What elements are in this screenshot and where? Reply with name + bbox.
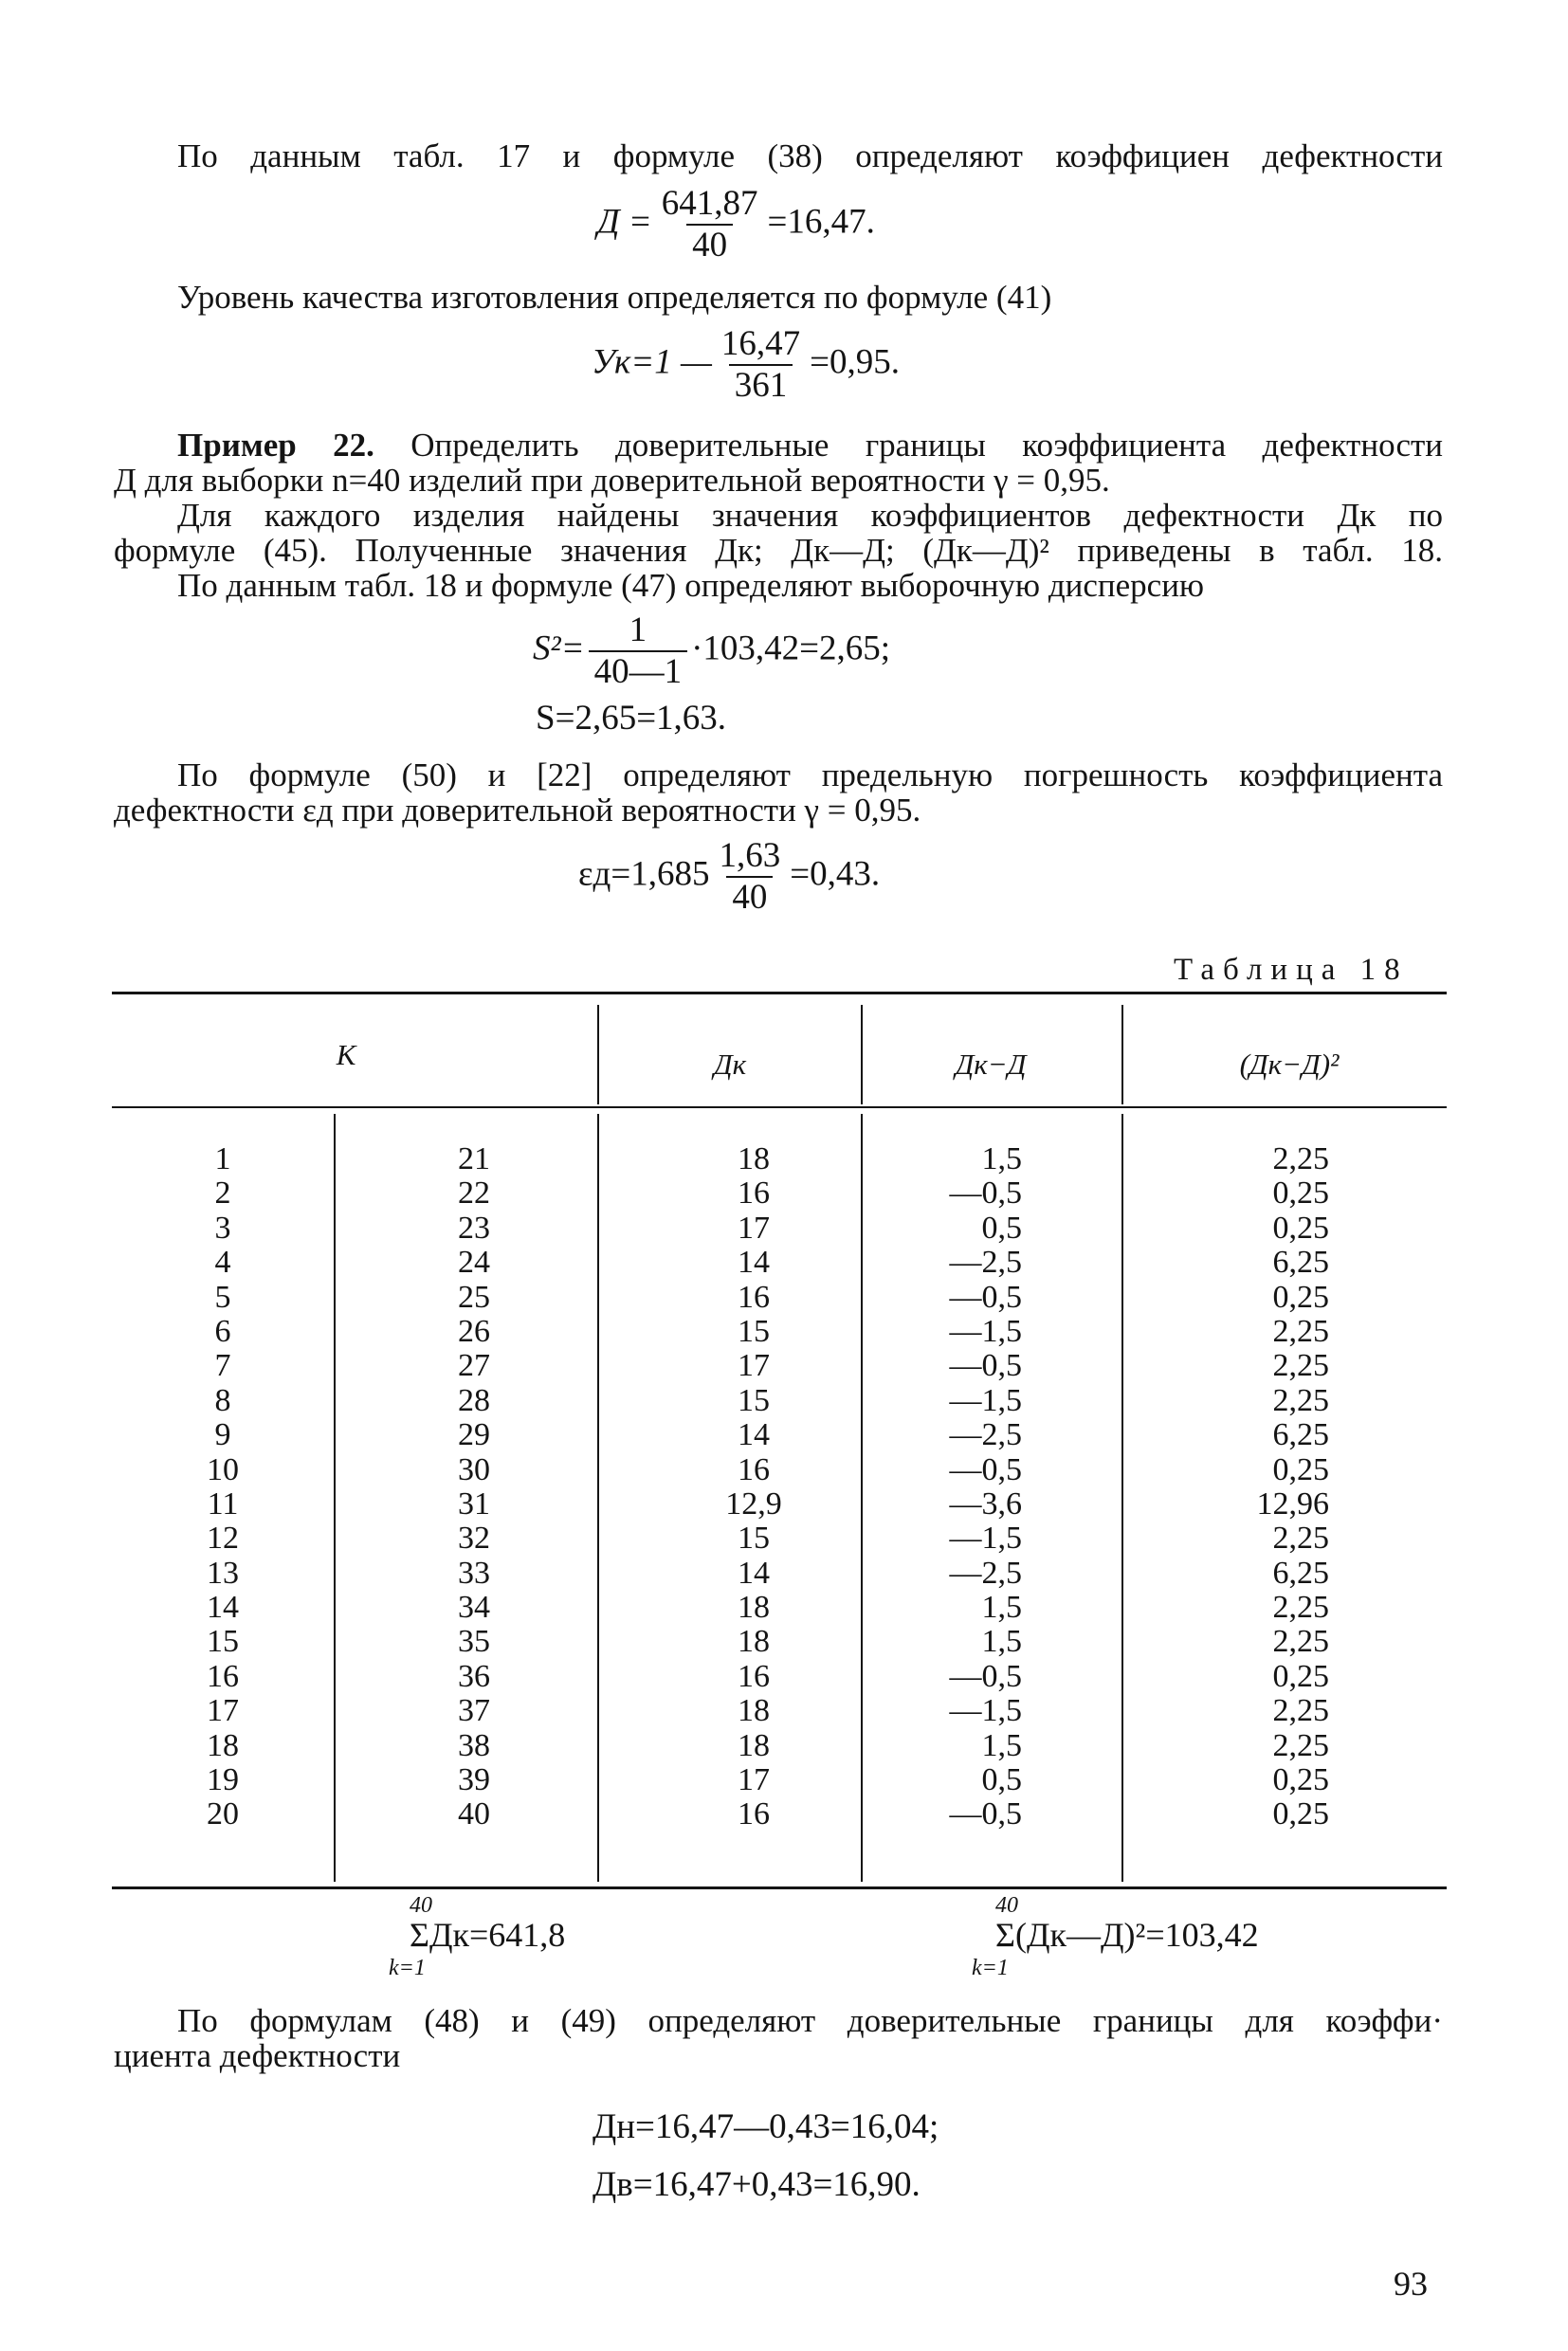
formula-sample-variance: [533, 612, 890, 690]
body-divider-2: [861, 1114, 863, 1882]
sum-squared-deviation: Σ(Дк—Д)²=103,42: [995, 1916, 1259, 1954]
body-divider-k: [334, 1114, 336, 1882]
table-cell-k2: 39: [458, 1762, 490, 1798]
table-cell-dk: 17: [738, 1348, 770, 1384]
formula-2-numerator: 16,47: [720, 324, 801, 363]
table-cell-dk: 14: [738, 1245, 770, 1281]
body-divider-1: [597, 1114, 599, 1882]
table-bottom-rule: [112, 1886, 1447, 1889]
formula-3-rhs: ·103,42=2,65;: [691, 629, 891, 668]
table-cell-k2: 22: [458, 1176, 490, 1212]
table-cell-k1: 10: [207, 1451, 239, 1487]
table-cell-dk: 16: [738, 1796, 770, 1832]
table-cell-dk: 16: [738, 1176, 770, 1212]
sum-1-lower-limit: k=1: [389, 1956, 426, 1980]
table-cell-dk-minus-d: —0,5: [949, 1796, 1022, 1832]
table-cell-dk-minus-d: —3,6: [949, 1485, 1022, 1522]
table-cell-dk: 17: [738, 1762, 770, 1798]
table-cell-dk: 17: [738, 1210, 770, 1246]
page-number: 93: [1394, 2265, 1428, 2303]
table-cell-k1: 13: [207, 1555, 239, 1591]
table-cell-k1: 8: [214, 1382, 231, 1418]
table-cell-dk-minus-d: 0,5: [981, 1210, 1022, 1246]
formula-lower-bound: Дн=16,47—0,43=16,04;: [593, 2107, 939, 2146]
table-cell-k2: 35: [458, 1624, 490, 1660]
formula-defect-coefficient: [597, 186, 875, 264]
table-cell-k1: 9: [214, 1417, 231, 1453]
table-cell-dk-minus-d: —0,5: [949, 1279, 1022, 1315]
table-cell-dk-minus-d: 0,5: [981, 1762, 1022, 1798]
paragraph-4-line-1: Для каждого изделия найдены значения коэффициентов дефектности Дк по: [177, 497, 1443, 534]
header-k: К: [336, 1038, 356, 1071]
table-cell-k1: 2: [214, 1176, 231, 1212]
table-cell-k1: 17: [207, 1693, 239, 1729]
table-cell-dk: 16: [738, 1451, 770, 1487]
table-cell-k1: 14: [207, 1590, 239, 1626]
table-cell-dk: 15: [738, 1313, 770, 1349]
table-header-rule: [112, 1106, 1447, 1108]
paragraph-4-line-2: формуле (45). Полученные значения Дк; Дк—Д; (Дк—Д)² приведены в табл. 18.: [114, 532, 1443, 569]
table-cell-dk-minus-d: —0,5: [949, 1176, 1022, 1212]
formula-max-error: [578, 838, 880, 916]
table-cell-k2: 31: [458, 1485, 490, 1522]
formula-2-denominator: 361: [729, 364, 793, 404]
table-cell-k2: 37: [458, 1693, 490, 1729]
table-cell-k2: 23: [458, 1210, 490, 1246]
table-cell-squared-deviation: 2,25: [1272, 1727, 1329, 1763]
formula-3-denominator: 40—1: [589, 650, 688, 690]
table-cell-k2: 27: [458, 1348, 490, 1384]
sum-2-upper-limit: 40: [995, 1893, 1018, 1918]
paragraph-6-line-1: По формуле (50) и [22] определяют предельную погрешность коэффициента: [177, 756, 1443, 793]
header-squared-deviation: (Дк−Д)²: [1239, 1048, 1340, 1081]
paragraph-6-line-2: дефектности εд при доверительной вероятности γ = 0,95.: [114, 792, 921, 829]
table-cell-dk: 18: [738, 1727, 770, 1763]
table-cell-k2: 32: [458, 1521, 490, 1557]
table-cell-dk: 15: [738, 1382, 770, 1418]
column-dk: [692, 1142, 815, 1832]
table-cell-k2: 33: [458, 1555, 490, 1591]
table-cell-squared-deviation: 6,25: [1272, 1417, 1329, 1453]
table-cell-k2: 36: [458, 1658, 490, 1694]
paragraph-1: По данным табл. 17 и формуле (38) определяют коэффициен дефектности: [177, 137, 1443, 174]
table-caption: Таблица 18: [1174, 953, 1409, 987]
table-cell-k1: 15: [207, 1624, 239, 1660]
formula-3-numerator: 1: [629, 611, 647, 649]
table-cell-squared-deviation: 0,25: [1272, 1279, 1329, 1315]
table-cell-dk-minus-d: —0,5: [949, 1658, 1022, 1694]
table-cell-k2: 29: [458, 1417, 490, 1453]
table-cell-dk-minus-d: —0,5: [949, 1348, 1022, 1384]
table-cell-squared-deviation: 0,25: [1272, 1658, 1329, 1694]
paragraph-7-line-1: По формулам (48) и (49) определяют доверительные границы для коэффи·: [177, 2002, 1443, 2039]
table-cell-squared-deviation: 6,25: [1272, 1245, 1329, 1281]
sum-2-lower-limit: k=1: [972, 1956, 1009, 1980]
table-cell-dk-minus-d: —1,5: [949, 1693, 1022, 1729]
header-divider-2: [861, 1005, 863, 1104]
table-cell-dk: 18: [738, 1693, 770, 1729]
table-cell-k2: 30: [458, 1451, 490, 1487]
table-cell-squared-deviation: 6,25: [1272, 1555, 1329, 1591]
table-cell-k2: 40: [458, 1796, 490, 1832]
paragraph-2: Уровень качества изготовления определяется по формуле (41): [177, 279, 1052, 316]
column-dk-minus-d: [910, 1142, 1022, 1832]
formula-5-lhs: εд=1,685: [578, 854, 710, 894]
formula-std-deviation: S=2,65=1,63.: [536, 699, 727, 738]
table-cell-dk: 14: [738, 1555, 770, 1591]
table-cell-squared-deviation: 2,25: [1272, 1382, 1329, 1418]
table-cell-k2: 24: [458, 1245, 490, 1281]
header-dk-minus-d: Дк−Д: [955, 1048, 1027, 1081]
table-cell-dk-minus-d: —2,5: [949, 1555, 1022, 1591]
table-cell-dk: 15: [738, 1521, 770, 1557]
table-cell-dk: 18: [738, 1590, 770, 1626]
table-cell-dk-minus-d: —2,5: [949, 1417, 1022, 1453]
table-cell-k1: 7: [214, 1348, 231, 1384]
table-cell-squared-deviation: 0,25: [1272, 1176, 1329, 1212]
table-cell-k1: 12: [207, 1521, 239, 1557]
header-divider-3: [1121, 1005, 1123, 1104]
sum-1-upper-limit: 40: [410, 1893, 432, 1918]
example-22-line-2: Д для выборки n=40 изделий при доверительной вероятности γ = 0,95.: [114, 462, 1110, 499]
example-22-text: Определить доверительные границы коэффициента дефектности: [410, 427, 1444, 464]
table-cell-dk-minus-d: —1,5: [949, 1521, 1022, 1557]
table-cell-squared-deviation: 2,25: [1272, 1348, 1329, 1384]
header-divider-1: [597, 1005, 599, 1104]
table-cell-k2: 34: [458, 1590, 490, 1626]
column-k-second: [417, 1142, 531, 1832]
table-cell-k1: 16: [207, 1658, 239, 1694]
table-cell-squared-deviation: 0,25: [1272, 1210, 1329, 1246]
table-cell-squared-deviation: 2,25: [1272, 1590, 1329, 1626]
table-cell-k1: 19: [207, 1762, 239, 1798]
formula-2-fraction: [716, 326, 806, 404]
table-cell-dk: 12,9: [725, 1485, 782, 1522]
table-cell-dk-minus-d: —2,5: [949, 1245, 1022, 1281]
body-divider-3: [1121, 1114, 1123, 1882]
formula-quality-level: [592, 326, 900, 404]
table-cell-dk-minus-d: —1,5: [949, 1313, 1022, 1349]
formula-1-denominator: 40: [686, 224, 733, 264]
paragraph-7-line-2: циента дефектности: [114, 2037, 401, 2074]
table-cell-k1: 11: [207, 1485, 239, 1522]
table-cell-dk-minus-d: 1,5: [981, 1141, 1022, 1176]
formula-5-denominator: 40: [726, 876, 773, 916]
table-cell-squared-deviation: 2,25: [1272, 1141, 1329, 1176]
formula-1-lhs: Д =: [597, 202, 652, 242]
table-cell-dk: 18: [738, 1141, 770, 1176]
table-cell-dk: 16: [738, 1658, 770, 1694]
formula-1-rhs: =16,47.: [767, 202, 875, 242]
formula-3-lhs: S²=: [533, 629, 585, 668]
table-cell-dk-minus-d: 1,5: [981, 1727, 1022, 1763]
table-cell-k1: 6: [214, 1313, 231, 1349]
table-cell-k1: 1: [214, 1141, 231, 1176]
table-cell-dk: 18: [738, 1624, 770, 1660]
table-cell-k2: 26: [458, 1313, 490, 1349]
table-cell-k1: 20: [207, 1796, 239, 1832]
table-cell-k2: 25: [458, 1279, 490, 1315]
table-cell-squared-deviation: 0,25: [1272, 1796, 1329, 1832]
table-cell-dk: 14: [738, 1417, 770, 1453]
column-k-first: [152, 1142, 294, 1832]
table-cell-dk-minus-d: 1,5: [981, 1590, 1022, 1626]
table-cell-k1: 5: [214, 1279, 231, 1315]
table-cell-k2: 38: [458, 1727, 490, 1763]
table-top-rule: [112, 992, 1447, 994]
table-cell-squared-deviation: 0,25: [1272, 1762, 1329, 1798]
table-cell-dk-minus-d: 1,5: [981, 1624, 1022, 1660]
table-cell-k1: 3: [214, 1210, 231, 1246]
table-cell-squared-deviation: 12,96: [1256, 1485, 1329, 1522]
formula-5-fraction: [713, 838, 786, 916]
table-cell-k2: 21: [458, 1141, 490, 1176]
formula-1-numerator: 641,87: [661, 184, 758, 223]
sum-dk: ΣДк=641,8: [410, 1916, 566, 1954]
formula-2-lhs: Ук=1 —: [592, 342, 712, 382]
column-squared-deviation: [1194, 1142, 1329, 1832]
formula-upper-bound: Дв=16,47+0,43=16,90.: [593, 2165, 921, 2204]
paragraph-5: По данным табл. 18 и формуле (47) определяют выборочную дисперсию: [177, 567, 1205, 604]
header-dk: Дк: [713, 1048, 747, 1081]
example-22-title: Пример 22.: [177, 427, 374, 464]
formula-1-fraction: [656, 186, 764, 264]
formula-2-rhs: =0,95.: [810, 342, 901, 382]
table-cell-squared-deviation: 2,25: [1272, 1693, 1329, 1729]
table-cell-squared-deviation: 2,25: [1272, 1521, 1329, 1557]
table-cell-dk-minus-d: —1,5: [949, 1382, 1022, 1418]
table-cell-dk: 16: [738, 1279, 770, 1315]
table-cell-squared-deviation: 2,25: [1272, 1313, 1329, 1349]
table-cell-k2: 28: [458, 1382, 490, 1418]
table-cell-dk-minus-d: —0,5: [949, 1451, 1022, 1487]
formula-5-numerator: 1,63: [719, 836, 781, 875]
table-cell-k1: 18: [207, 1727, 239, 1763]
table-cell-squared-deviation: 2,25: [1272, 1624, 1329, 1660]
formula-5-rhs: =0,43.: [790, 854, 881, 894]
table-cell-k1: 4: [214, 1245, 231, 1281]
table-cell-squared-deviation: 0,25: [1272, 1451, 1329, 1487]
formula-3-fraction: [589, 612, 688, 690]
